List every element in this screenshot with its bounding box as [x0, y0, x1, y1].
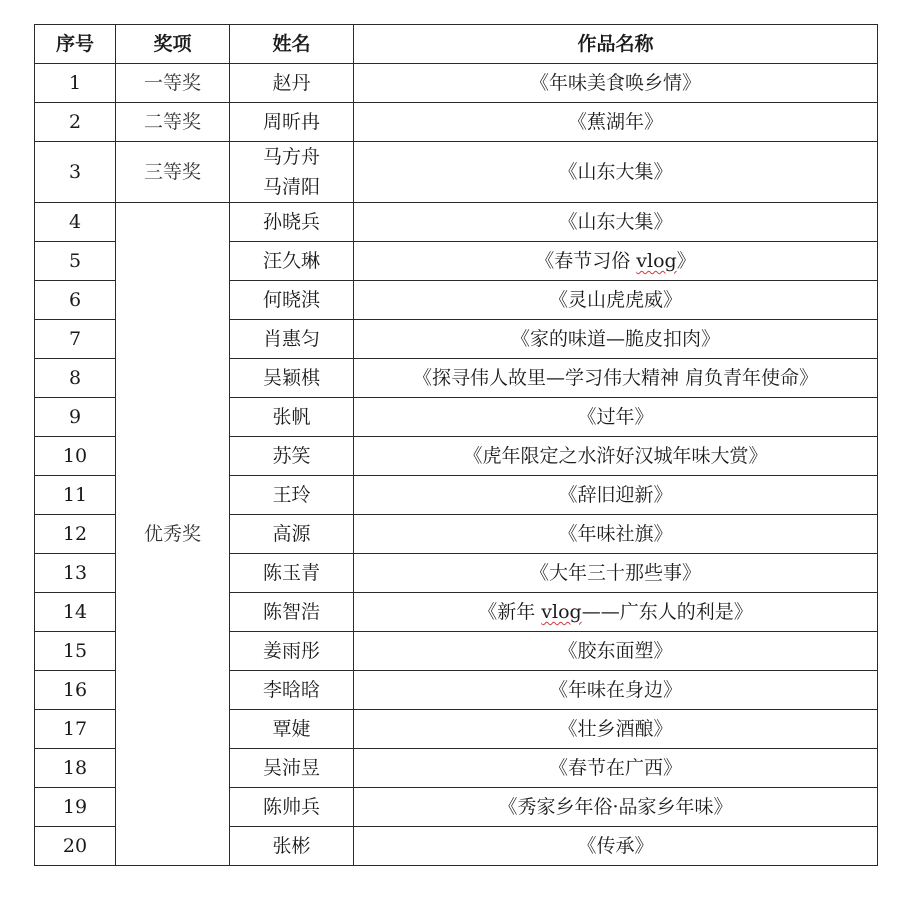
header-name: 姓名 [230, 25, 354, 64]
row-name: 苏笑 [230, 437, 354, 476]
row-title: 《秀家乡年俗·品家乡年味》 [354, 788, 878, 827]
row-title: 《过年》 [354, 398, 878, 437]
row-no: 2 [35, 103, 116, 142]
title-part: ——广东人的利是》 [581, 601, 753, 623]
row-no: 11 [35, 476, 116, 515]
row-title: 《虎年限定之水浒好汉城年味大赏》 [354, 437, 878, 476]
row-no: 17 [35, 710, 116, 749]
row-name: 陈智浩 [230, 593, 354, 632]
row-no: 16 [35, 671, 116, 710]
row-name: 肖惠匀 [230, 320, 354, 359]
row-award: 一等奖 [116, 64, 230, 103]
row-name-second: 马清阳 [262, 176, 320, 198]
row-name: 张帆 [230, 398, 354, 437]
row-title: 《年味在身边》 [354, 671, 878, 710]
row-title: 《家的味道—脆皮扣肉》 [354, 320, 878, 359]
row-title: 《山东大集》 [354, 142, 878, 203]
row-name: 王玲 [230, 476, 354, 515]
row-title: 《灵山虎虎威》 [354, 281, 878, 320]
row-title: 《年味社旗》 [354, 515, 878, 554]
row-name: 姜雨彤 [230, 632, 354, 671]
row-award: 三等奖 [116, 142, 230, 203]
row-name: 赵丹 [230, 64, 354, 103]
row-title: 《蕉湖年》 [354, 103, 878, 142]
row-title: 《春节在广西》 [354, 749, 878, 788]
row-title [354, 242, 878, 281]
award-list-table [34, 24, 878, 866]
row-no: 8 [35, 359, 116, 398]
row-name: 孙晓兵 [230, 203, 354, 242]
title-part: 》 [676, 250, 696, 272]
row-title: 《大年三十那些事》 [354, 554, 878, 593]
row-name: 陈玉青 [230, 554, 354, 593]
title-part: 《新年 [478, 601, 542, 623]
row-no: 1 [35, 64, 116, 103]
row-no: 15 [35, 632, 116, 671]
row-no: 18 [35, 749, 116, 788]
row-name: 汪久琳 [230, 242, 354, 281]
table-row [35, 142, 878, 203]
row-no: 12 [35, 515, 116, 554]
row-award: 二等奖 [116, 103, 230, 142]
row-title: 《年味美食唤乡情》 [354, 64, 878, 103]
row-title: 《辞旧迎新》 [354, 476, 878, 515]
row-no: 10 [35, 437, 116, 476]
row-name: 吴沛昱 [230, 749, 354, 788]
table-row [35, 203, 878, 242]
row-name: 周昕冉 [230, 103, 354, 142]
table-row [35, 64, 878, 103]
row-name: 覃婕 [230, 710, 354, 749]
table-row [35, 103, 878, 142]
row-no: 9 [35, 398, 116, 437]
row-name-first: 马方舟 [262, 146, 320, 168]
row-name [230, 142, 354, 203]
row-name: 何晓淇 [230, 281, 354, 320]
row-no: 20 [35, 827, 116, 866]
row-name: 陈帅兵 [230, 788, 354, 827]
spellcheck-underlined-word: vlog [636, 250, 677, 272]
row-title: 《山东大集》 [354, 203, 878, 242]
row-title: 《壮乡酒酿》 [354, 710, 878, 749]
row-title: 《传承》 [354, 827, 878, 866]
title-part: 《春节习俗 [535, 250, 637, 272]
row-name: 张彬 [230, 827, 354, 866]
row-no: 19 [35, 788, 116, 827]
row-no: 3 [35, 142, 116, 203]
header-row [35, 25, 878, 64]
row-no: 13 [35, 554, 116, 593]
row-title: 《探寻伟人故里—学习伟大精神 肩负青年使命》 [354, 359, 878, 398]
header-no: 序号 [35, 25, 116, 64]
row-name: 高源 [230, 515, 354, 554]
row-no: 5 [35, 242, 116, 281]
row-no: 6 [35, 281, 116, 320]
row-no: 14 [35, 593, 116, 632]
row-title: 《胶东面塑》 [354, 632, 878, 671]
header-award: 奖项 [116, 25, 230, 64]
row-no: 7 [35, 320, 116, 359]
row-award-merged: 优秀奖 [116, 203, 230, 866]
spellcheck-underlined-word: vlog [541, 601, 582, 623]
row-title [354, 593, 878, 632]
header-title: 作品名称 [354, 25, 878, 64]
row-name: 李晗晗 [230, 671, 354, 710]
row-no: 4 [35, 203, 116, 242]
row-name: 吴颖棋 [230, 359, 354, 398]
